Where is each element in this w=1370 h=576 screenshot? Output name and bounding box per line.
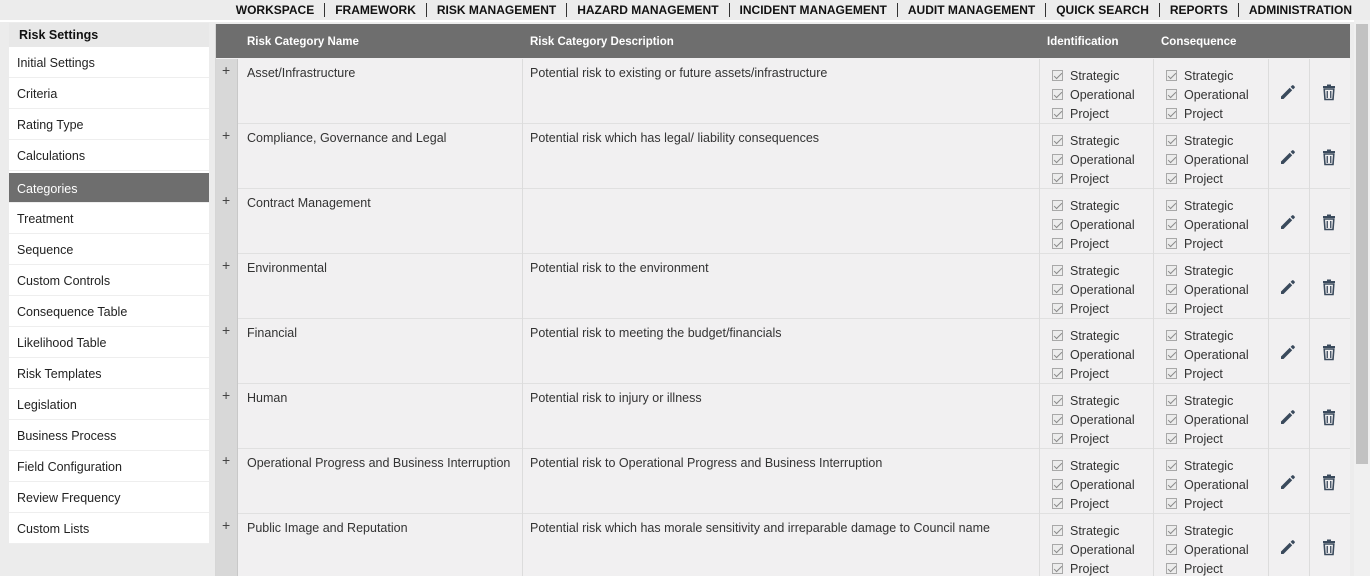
checkbox-option <box>1052 475 1135 494</box>
checkbox-checked[interactable] <box>1052 303 1063 314</box>
column-divider <box>1153 319 1154 384</box>
sidebar-item-field-configuration[interactable]: Field Configuration <box>9 451 209 482</box>
column-divider <box>1268 449 1269 514</box>
checkbox-label: Strategic <box>1070 523 1120 538</box>
table-row <box>216 124 1350 189</box>
top-nav-divider <box>0 20 1370 22</box>
checkbox-label: Strategic <box>1070 328 1120 343</box>
checkbox-checked[interactable] <box>1166 70 1177 81</box>
checkbox-label: Strategic <box>1184 198 1234 213</box>
checkbox-option <box>1052 326 1135 345</box>
identification-checkboxes <box>1052 521 1135 576</box>
checkbox-option <box>1052 261 1135 280</box>
checkbox-label: Operational <box>1184 412 1249 427</box>
identification-checkboxes <box>1052 131 1135 188</box>
checkbox-option <box>1166 345 1249 364</box>
checkbox-option <box>1166 131 1249 150</box>
identification-checkboxes <box>1052 261 1135 318</box>
checkbox-option <box>1052 391 1135 410</box>
checkbox-option <box>1166 521 1249 540</box>
column-divider <box>1268 514 1269 576</box>
checkbox-checked[interactable] <box>1052 563 1063 574</box>
checkbox-checked[interactable] <box>1052 479 1063 490</box>
checkbox-label: Operational <box>1070 542 1135 557</box>
expand-row-button[interactable] <box>216 59 238 124</box>
category-description: Potential risk to injury or illness <box>530 391 702 405</box>
checkbox-label: Project <box>1184 366 1223 381</box>
checkbox-checked[interactable] <box>1166 414 1177 425</box>
column-divider <box>1153 124 1154 189</box>
top-nav-item-audit-management[interactable]: AUDIT MANAGEMENT <box>898 3 1046 17</box>
sidebar-item-likelihood-table[interactable]: Likelihood Table <box>9 327 209 358</box>
checkbox-label: Operational <box>1070 217 1135 232</box>
checkbox-option <box>1166 169 1249 188</box>
consequence-checkboxes <box>1166 521 1249 576</box>
table-row <box>216 319 1350 384</box>
column-divider <box>522 514 523 576</box>
checkbox-checked[interactable] <box>1166 498 1177 509</box>
checkbox-checked[interactable] <box>1166 89 1177 100</box>
checkbox-label: Strategic <box>1184 523 1234 538</box>
pencil-icon[interactable] <box>1278 82 1298 102</box>
expand-row-button[interactable] <box>216 384 238 449</box>
checkbox-option <box>1166 475 1249 494</box>
expand-row-button[interactable] <box>216 319 238 384</box>
pencil-icon[interactable] <box>1278 407 1298 427</box>
checkbox-label: Strategic <box>1184 133 1234 148</box>
column-divider <box>1309 189 1310 254</box>
category-description: Potential risk which has morale sensitivity and irreparable damage to Council name <box>530 521 990 535</box>
top-nav-item-administration[interactable]: ADMINISTRATION <box>1248 3 1352 17</box>
expand-row-button[interactable] <box>216 124 238 189</box>
trash-icon[interactable] <box>1319 212 1339 232</box>
scrollbar-thumb[interactable] <box>1356 24 1368 464</box>
checkbox-label: Project <box>1184 561 1223 576</box>
sidebar-item-legislation[interactable]: Legislation <box>9 389 209 420</box>
checkbox-checked[interactable] <box>1166 219 1177 230</box>
category-name: Public Image and Reputation <box>247 521 408 535</box>
checkbox-checked[interactable] <box>1166 433 1177 444</box>
checkbox-checked[interactable] <box>1052 265 1063 276</box>
column-divider <box>1153 384 1154 449</box>
checkbox-checked[interactable] <box>1166 395 1177 406</box>
category-description: Potential risk to the environment <box>530 261 709 275</box>
categories-table <box>215 24 1349 576</box>
identification-checkboxes <box>1052 196 1135 253</box>
column-divider <box>1268 124 1269 189</box>
sidebar-item-risk-templates[interactable]: Risk Templates <box>9 358 209 389</box>
sidebar-item-rating-type[interactable]: Rating Type <box>9 109 209 140</box>
consequence-checkboxes <box>1166 391 1249 448</box>
checkbox-checked[interactable] <box>1052 89 1063 100</box>
consequence-checkboxes <box>1166 66 1249 123</box>
checkbox-option <box>1166 234 1249 253</box>
expand-row-button[interactable] <box>216 254 238 319</box>
trash-icon[interactable] <box>1319 147 1339 167</box>
checkbox-checked[interactable] <box>1166 563 1177 574</box>
column-divider <box>1309 384 1310 449</box>
checkbox-option <box>1052 364 1135 383</box>
checkbox-label: Operational <box>1070 152 1135 167</box>
checkbox-checked[interactable] <box>1166 525 1177 536</box>
column-divider <box>522 449 523 514</box>
sidebar-item-sequence[interactable]: Sequence <box>9 234 209 265</box>
checkbox-checked[interactable] <box>1052 349 1063 360</box>
trash-icon[interactable] <box>1319 537 1339 557</box>
checkbox-checked[interactable] <box>1052 108 1063 119</box>
checkbox-label: Strategic <box>1070 133 1120 148</box>
checkbox-label: Operational <box>1070 282 1135 297</box>
column-divider <box>522 319 523 384</box>
checkbox-label: Project <box>1070 496 1109 511</box>
trash-icon[interactable] <box>1319 407 1339 427</box>
top-nav-item-framework[interactable]: FRAMEWORK <box>325 3 427 17</box>
column-divider <box>1039 449 1040 514</box>
checkbox-checked[interactable] <box>1166 330 1177 341</box>
column-divider <box>1039 254 1040 319</box>
checkbox-checked[interactable] <box>1052 395 1063 406</box>
checkbox-option <box>1052 456 1135 475</box>
checkbox-option <box>1052 540 1135 559</box>
category-name: Contract Management <box>247 196 371 210</box>
checkbox-checked[interactable] <box>1052 154 1063 165</box>
consequence-checkboxes <box>1166 131 1249 188</box>
column-divider <box>1309 59 1310 124</box>
checkbox-option <box>1052 280 1135 299</box>
checkbox-label: Project <box>1184 301 1223 316</box>
sidebar-item-business-process[interactable]: Business Process <box>9 420 209 451</box>
column-divider <box>1153 189 1154 254</box>
checkbox-checked[interactable] <box>1166 479 1177 490</box>
column-divider <box>522 384 523 449</box>
checkbox-option <box>1166 104 1249 123</box>
checkbox-option <box>1166 456 1249 475</box>
identification-checkboxes <box>1052 391 1135 448</box>
sidebar-item-custom-lists[interactable]: Custom Lists <box>9 513 209 544</box>
checkbox-checked[interactable] <box>1052 219 1063 230</box>
top-nav-item-workspace[interactable]: WORKSPACE <box>226 3 325 17</box>
checkbox-label: Operational <box>1070 412 1135 427</box>
table-row <box>216 254 1350 319</box>
column-header-description[interactable]: Risk Category Description <box>530 36 674 48</box>
checkbox-checked[interactable] <box>1166 284 1177 295</box>
identification-checkboxes <box>1052 66 1135 123</box>
checkbox-label: Operational <box>1184 347 1249 362</box>
column-header-consequence[interactable]: Consequence <box>1161 36 1237 48</box>
top-nav-item-incident-management[interactable]: INCIDENT MANAGEMENT <box>730 3 898 17</box>
checkbox-option <box>1052 104 1135 123</box>
category-name: Environmental <box>247 261 327 275</box>
checkbox-checked[interactable] <box>1052 238 1063 249</box>
consequence-checkboxes <box>1166 196 1249 253</box>
checkbox-label: Project <box>1184 236 1223 251</box>
checkbox-label: Strategic <box>1070 458 1120 473</box>
column-divider <box>1153 59 1154 124</box>
category-description: Potential risk to Operational Progress and Business Interruption <box>530 456 883 470</box>
risk-settings-sidebar <box>9 23 209 544</box>
checkbox-checked[interactable] <box>1052 498 1063 509</box>
checkbox-label: Project <box>1184 496 1223 511</box>
category-name: Asset/Infrastructure <box>247 66 356 80</box>
column-divider <box>1039 189 1040 254</box>
column-divider <box>1153 449 1154 514</box>
column-divider <box>1268 384 1269 449</box>
column-divider <box>1153 254 1154 319</box>
pencil-icon[interactable] <box>1278 212 1298 232</box>
checkbox-checked[interactable] <box>1052 135 1063 146</box>
expand-row-button[interactable] <box>216 514 238 576</box>
checkbox-option <box>1166 280 1249 299</box>
consequence-checkboxes <box>1166 261 1249 318</box>
checkbox-checked[interactable] <box>1052 414 1063 425</box>
identification-checkboxes <box>1052 326 1135 383</box>
checkbox-checked[interactable] <box>1052 70 1063 81</box>
identification-checkboxes <box>1052 456 1135 513</box>
checkbox-label: Strategic <box>1184 328 1234 343</box>
checkbox-label: Project <box>1070 106 1109 121</box>
checkbox-option <box>1166 410 1249 429</box>
checkbox-label: Strategic <box>1070 263 1120 278</box>
checkbox-option <box>1166 494 1249 513</box>
checkbox-option <box>1052 169 1135 188</box>
checkbox-option <box>1166 66 1249 85</box>
checkbox-label: Operational <box>1070 347 1135 362</box>
sidebar-title: Risk Settings <box>9 23 209 47</box>
table-row <box>216 449 1350 514</box>
category-name: Compliance, Governance and Legal <box>247 131 447 145</box>
checkbox-checked[interactable] <box>1052 368 1063 379</box>
checkbox-option <box>1052 345 1135 364</box>
sidebar-item-consequence-table[interactable]: Consequence Table <box>9 296 209 327</box>
consequence-checkboxes <box>1166 456 1249 513</box>
column-header-identification[interactable]: Identification <box>1047 36 1119 48</box>
sidebar-item-criteria[interactable]: Criteria <box>9 78 209 109</box>
plus-icon: + <box>222 62 231 78</box>
table-row <box>216 189 1350 254</box>
checkbox-label: Operational <box>1184 152 1249 167</box>
column-header-name[interactable]: Risk Category Name <box>247 36 359 48</box>
checkbox-checked[interactable] <box>1052 460 1063 471</box>
column-divider <box>1268 189 1269 254</box>
checkbox-checked[interactable] <box>1166 460 1177 471</box>
checkbox-label: Operational <box>1070 477 1135 492</box>
column-divider <box>1309 254 1310 319</box>
checkbox-label: Strategic <box>1184 263 1234 278</box>
checkbox-option <box>1166 261 1249 280</box>
sidebar-item-categories[interactable]: Categories <box>9 173 209 203</box>
column-divider <box>1309 124 1310 189</box>
plus-icon: + <box>222 127 231 143</box>
sidebar-item-treatment[interactable]: Treatment <box>9 203 209 234</box>
checkbox-option <box>1052 85 1135 104</box>
sidebar-item-initial-settings[interactable]: Initial Settings <box>9 47 209 78</box>
table-row <box>216 384 1350 449</box>
checkbox-checked[interactable] <box>1052 544 1063 555</box>
checkbox-option <box>1052 429 1135 448</box>
expand-row-button[interactable] <box>216 449 238 514</box>
checkbox-label: Operational <box>1184 87 1249 102</box>
trash-icon[interactable] <box>1319 82 1339 102</box>
checkbox-option <box>1166 326 1249 345</box>
checkbox-option <box>1052 215 1135 234</box>
checkbox-option <box>1166 196 1249 215</box>
checkbox-label: Project <box>1070 431 1109 446</box>
checkbox-checked[interactable] <box>1166 238 1177 249</box>
checkbox-option <box>1166 391 1249 410</box>
plus-icon: + <box>222 387 231 403</box>
sidebar-item-review-frequency[interactable]: Review Frequency <box>9 482 209 513</box>
checkbox-option <box>1052 521 1135 540</box>
top-nav-item-reports[interactable]: REPORTS <box>1160 3 1239 17</box>
checkbox-checked[interactable] <box>1052 330 1063 341</box>
vertical-scrollbar[interactable] <box>1354 20 1370 576</box>
checkbox-option <box>1166 85 1249 104</box>
checkbox-checked[interactable] <box>1166 544 1177 555</box>
checkbox-checked[interactable] <box>1166 108 1177 119</box>
checkbox-option <box>1166 215 1249 234</box>
checkbox-option <box>1166 559 1249 576</box>
column-divider <box>1039 514 1040 576</box>
checkbox-label: Strategic <box>1184 458 1234 473</box>
checkbox-label: Project <box>1070 366 1109 381</box>
column-divider <box>522 254 523 319</box>
top-nav-menu <box>226 3 1352 17</box>
checkbox-option <box>1166 364 1249 383</box>
checkbox-option <box>1052 559 1135 576</box>
checkbox-label: Strategic <box>1184 393 1234 408</box>
checkbox-checked[interactable] <box>1052 525 1063 536</box>
checkbox-checked[interactable] <box>1166 349 1177 360</box>
checkbox-label: Operational <box>1184 542 1249 557</box>
checkbox-option <box>1052 299 1135 318</box>
column-divider <box>1309 449 1310 514</box>
top-navigation <box>0 0 1370 20</box>
checkbox-label: Project <box>1070 171 1109 186</box>
plus-icon: + <box>222 517 231 533</box>
pencil-icon[interactable] <box>1278 537 1298 557</box>
checkbox-option <box>1052 410 1135 429</box>
checkbox-option <box>1166 150 1249 169</box>
checkbox-label: Operational <box>1184 217 1249 232</box>
checkbox-label: Strategic <box>1070 198 1120 213</box>
checkbox-checked[interactable] <box>1052 200 1063 211</box>
checkbox-label: Operational <box>1070 87 1135 102</box>
pencil-icon[interactable] <box>1278 472 1298 492</box>
column-divider <box>1268 319 1269 384</box>
checkbox-label: Operational <box>1184 282 1249 297</box>
checkbox-option <box>1166 299 1249 318</box>
pencil-icon[interactable] <box>1278 342 1298 362</box>
checkbox-label: Strategic <box>1184 68 1234 83</box>
checkbox-checked[interactable] <box>1166 154 1177 165</box>
column-divider <box>522 124 523 189</box>
trash-icon[interactable] <box>1319 342 1339 362</box>
checkbox-label: Project <box>1184 431 1223 446</box>
top-nav-item-quick-search[interactable]: QUICK SEARCH <box>1046 3 1160 17</box>
checkbox-option <box>1052 150 1135 169</box>
category-description: Potential risk to existing or future assets/infrastructure <box>530 66 828 80</box>
checkbox-checked[interactable] <box>1052 173 1063 184</box>
consequence-checkboxes <box>1166 326 1249 383</box>
checkbox-checked[interactable] <box>1166 200 1177 211</box>
column-divider <box>1039 124 1040 189</box>
column-divider <box>1309 514 1310 576</box>
checkbox-checked[interactable] <box>1052 284 1063 295</box>
checkbox-label: Project <box>1070 561 1109 576</box>
checkbox-label: Project <box>1070 301 1109 316</box>
table-row <box>216 59 1350 124</box>
column-divider <box>522 59 523 124</box>
checkbox-checked[interactable] <box>1166 135 1177 146</box>
checkbox-checked[interactable] <box>1052 433 1063 444</box>
plus-icon: + <box>222 452 231 468</box>
trash-icon[interactable] <box>1319 472 1339 492</box>
column-divider <box>1268 254 1269 319</box>
pencil-icon[interactable] <box>1278 277 1298 297</box>
checkbox-option <box>1052 196 1135 215</box>
checkbox-label: Strategic <box>1070 393 1120 408</box>
checkbox-option <box>1052 66 1135 85</box>
trash-icon[interactable] <box>1319 277 1339 297</box>
checkbox-option <box>1166 429 1249 448</box>
checkbox-label: Project <box>1184 106 1223 121</box>
category-name: Financial <box>247 326 298 340</box>
checkbox-checked[interactable] <box>1166 368 1177 379</box>
column-divider <box>1039 319 1040 384</box>
checkbox-label: Project <box>1070 236 1109 251</box>
column-divider <box>1268 59 1269 124</box>
table-header <box>216 24 1350 58</box>
column-divider <box>522 189 523 254</box>
checkbox-checked[interactable] <box>1166 265 1177 276</box>
column-divider <box>1039 384 1040 449</box>
plus-icon: + <box>222 322 231 338</box>
category-name: Human <box>247 391 288 405</box>
checkbox-label: Project <box>1184 171 1223 186</box>
checkbox-checked[interactable] <box>1166 173 1177 184</box>
column-divider <box>1153 514 1154 576</box>
checkbox-option <box>1052 131 1135 150</box>
top-nav-item-risk-management[interactable]: RISK MANAGEMENT <box>427 3 567 17</box>
column-divider <box>1039 59 1040 124</box>
checkbox-option <box>1166 540 1249 559</box>
plus-icon: + <box>222 192 231 208</box>
checkbox-checked[interactable] <box>1166 303 1177 314</box>
checkbox-option <box>1052 494 1135 513</box>
expand-row-button[interactable] <box>216 189 238 254</box>
pencil-icon[interactable] <box>1278 147 1298 167</box>
table-row <box>216 514 1350 576</box>
top-nav-item-hazard-management[interactable]: HAZARD MANAGEMENT <box>567 3 729 17</box>
plus-icon: + <box>222 257 231 273</box>
checkbox-label: Strategic <box>1070 68 1120 83</box>
checkbox-label: Operational <box>1184 477 1249 492</box>
checkbox-option <box>1052 234 1135 253</box>
category-description: Potential risk to meeting the budget/financials <box>530 326 782 340</box>
sidebar-item-custom-controls[interactable]: Custom Controls <box>9 265 209 296</box>
sidebar-item-calculations[interactable]: Calculations <box>9 140 209 171</box>
category-name: Operational Progress and Business Interruption <box>247 456 511 470</box>
category-description: Potential risk which has legal/ liability consequences <box>530 131 820 145</box>
column-divider <box>1309 319 1310 384</box>
